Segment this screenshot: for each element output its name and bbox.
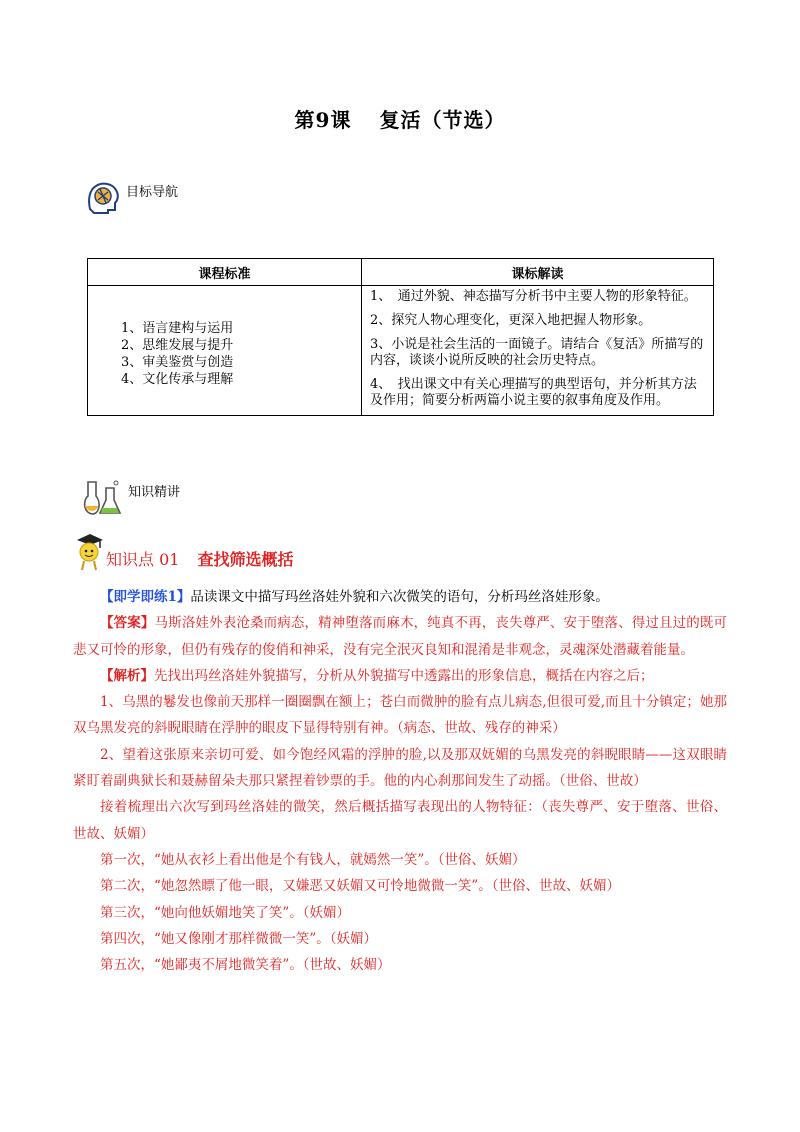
lesson-name: 复活（节选） <box>379 108 506 132</box>
analysis-intro-text: 先找出玛丝洛娃外貌描写，分析从外貌描写中透露出的形象信息，概括在内容之后； <box>154 667 654 684</box>
analysis-paragraph-1: 1、乌黑的鬈发也像前天那样一圈圈飘在额上；苍白而微肿的脸有点儿病态,但很可爱,而且十分镇定；她那双乌黑发亮的斜睨眼睛在浮肿的眼皮下显得特别有神。（病态、世故、残存的神采） <box>73 694 727 737</box>
answer-paragraph <box>73 610 727 663</box>
brain-head-icon <box>84 178 122 216</box>
standard-item: 3、审美鉴赏与创造 <box>121 355 234 370</box>
interpretation-item: 1、 通过外貌、神态描写分析书中主要人物的形象特征。 <box>370 289 697 304</box>
standard-item: 2、思维发展与提升 <box>121 338 234 353</box>
smile-item: 第四次，“她又像刚才那样微微一笑”。（妖媚） <box>100 930 378 947</box>
knowledge-point-heading <box>74 532 293 572</box>
answer-tag: 【答案】 <box>100 615 155 632</box>
smile-item: 第五次，“她鄙夷不屑地微笑着”。（世故、妖媚） <box>100 957 391 974</box>
header-interpretation: 课标解读 <box>362 259 714 286</box>
smile-item: 第二次，“她忽然瞟了他一眼，又嫌恶又妖媚又可怜地微微一笑”。（世俗、世故、妖媚） <box>100 878 621 895</box>
analysis-paragraph-3: 接着梳理出六次写到玛丝洛娃的微笑，然后概括描写表现出的人物特征：（丧失尊严、安于堕落、世俗、世故、妖媚） <box>73 799 727 842</box>
interpretations-cell <box>362 286 714 416</box>
standards-cell <box>88 286 362 416</box>
practice-tag: 【即学即练1】 <box>100 589 191 605</box>
page-title <box>0 104 800 133</box>
main-content <box>73 584 727 978</box>
header-standard: 课程标准 <box>88 259 362 286</box>
answer-text: 马斯洛娃外表沧桑而病态，精神堕落而麻木，纯真不再，丧失尊严、安于堕落、得过且过的既可悲又可怜的形象，但仍有残存的俊俏和神采，没有完全泯灭良知和混淆是非观念，灵魂深处潜藏着能量。 <box>73 615 728 658</box>
interpretation-item: 4、 找出课文中有关心理描写的典型语句，并分析其方法及作用；简要分析两篇小说主要的叙事角度及作用。 <box>370 377 697 408</box>
target-nav-label: 目标导航 <box>126 184 179 200</box>
student-mascot-icon <box>74 532 104 572</box>
practice-question <box>73 584 727 610</box>
target-nav-section <box>84 178 178 216</box>
analysis-intro <box>73 663 727 689</box>
analysis-paragraph-2: 2、望着这张原来亲切可爱、如今饱经风霜的浮肿的脸,以及那双妩媚的乌黑发亮的斜睨眼睛——这双眼睛紧盯着副典狱长和聂赫留朵夫那只紧捏着钞票的手。他的内心刹那间发生了动摇。（世俗、世故） <box>73 746 727 790</box>
interpretation-item: 3、小说是社会生活的一面镜子。请结合《复活》所描写的内容，谈谈小说所反映的社会历史特点。 <box>370 337 704 368</box>
knowledge-section <box>82 478 180 518</box>
practice-text: 品读课文中描写玛丝洛娃外貌和六次微笑的语句，分析玛丝洛娃形象。 <box>190 589 609 605</box>
interpretation-item: 2、探究人物心理变化，更深入地把握人物形象。 <box>370 313 652 328</box>
smile-item: 第一次，“她从衣衫上看出他是个有钱人，就嫣然一笑”。（世俗、妖媚） <box>100 851 526 868</box>
curriculum-table <box>87 258 714 416</box>
lesson-number: 第9课 <box>294 108 352 132</box>
knowledge-point-title: 查找筛选概括 <box>197 550 294 569</box>
analysis-tag: 【解析】 <box>100 667 154 684</box>
knowledge-point-number: 知识点 01 <box>106 550 180 569</box>
standard-item: 4、文化传承与理解 <box>121 372 234 387</box>
standard-item: 1、语言建构与运用 <box>121 321 234 336</box>
knowledge-label: 知识精讲 <box>128 484 181 500</box>
smile-item: 第三次，“她向他妖媚地笑了笑”。（妖媚） <box>100 904 351 921</box>
flask-icon <box>82 478 124 518</box>
